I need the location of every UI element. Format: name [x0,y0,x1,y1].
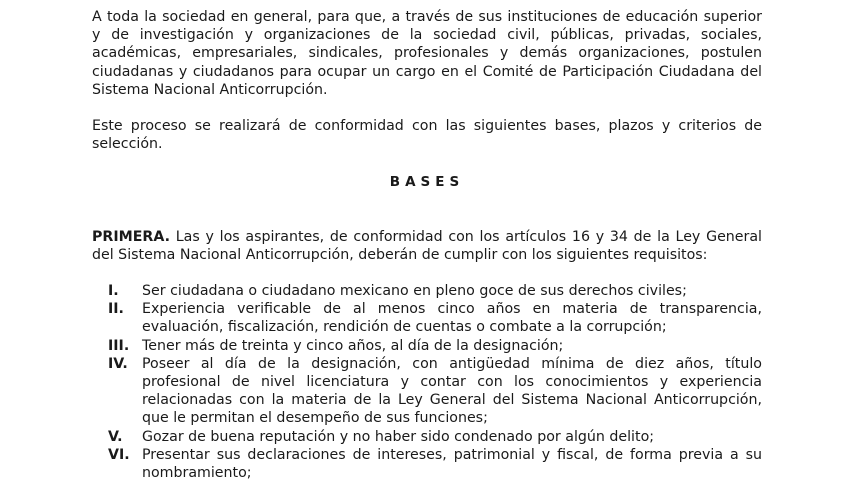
list-item [92,282,762,300]
requirement-text: Poseer al día de la designación, con antigüedad mínima de diez años, título profesional de nivel licenciatura y contar con los conocimientos y experiencia relacionadas con la materia de la Ley General del Sistema Nacional Anticorrupción, que le permitan el desempeño de sus funciones; [142,355,762,427]
requirement-numeral: III. [108,337,130,354]
list-item [92,446,762,482]
requirements-list [92,282,762,482]
list-item [92,300,762,336]
requirement-text: Tener más de treinta y cinco años, al día de la designación; [142,337,564,354]
requirement-text: Gozar de buena reputación y no haber sido condenado por algún delito; [142,428,655,445]
requirement-text: Experiencia verificable de al menos cinco años en materia de transparencia, evaluación, fiscalización, rendición de cuentas o combate a la corrupción; [142,301,762,336]
requirement-numeral: V. [108,428,123,445]
requirement-numeral: VI. [108,446,130,463]
requirement-text: Ser ciudadana o ciudadano mexicano en pleno goce de sus derechos civiles; [142,283,687,300]
requirement-text: Presentar sus declaraciones de intereses, patrimonial y fiscal, de forma previa a su nombramiento; [142,446,762,482]
process-paragraph: Este proceso se realizará de conformidad con las siguientes bases, plazos y criterios de selección. [92,118,762,153]
list-item [92,355,762,428]
bases-heading: BASES [389,174,465,191]
primera-label: PRIMERA. [92,228,170,245]
document-page [92,8,762,482]
list-item [92,428,762,446]
requirement-numeral: IV. [108,355,128,372]
primera-text: Las y los aspirantes, de conformidad con los artículos 16 y 34 de la Ley General del Sistema Nacional Anticorrupción, deberán de cumplir con los siguientes requisitos: [92,228,762,263]
intro-paragraph: A toda la sociedad en general, para que, a través de sus instituciones de educación superior y de investigación y organizaciones de la sociedad civil, públicas, privadas, sociales, académicas, empresariales, sindicales, profesionales y demás organizaciones, postulen ciudadanas y ciudadanos para ocupar un cargo en el Comité de Participación Ciudadana del Sistema Nacional Anticorrupción. [92,9,762,98]
requirement-numeral: I. [108,283,119,300]
requirement-numeral: II. [108,301,124,318]
list-item [92,337,762,355]
primera-paragraph [92,228,762,264]
